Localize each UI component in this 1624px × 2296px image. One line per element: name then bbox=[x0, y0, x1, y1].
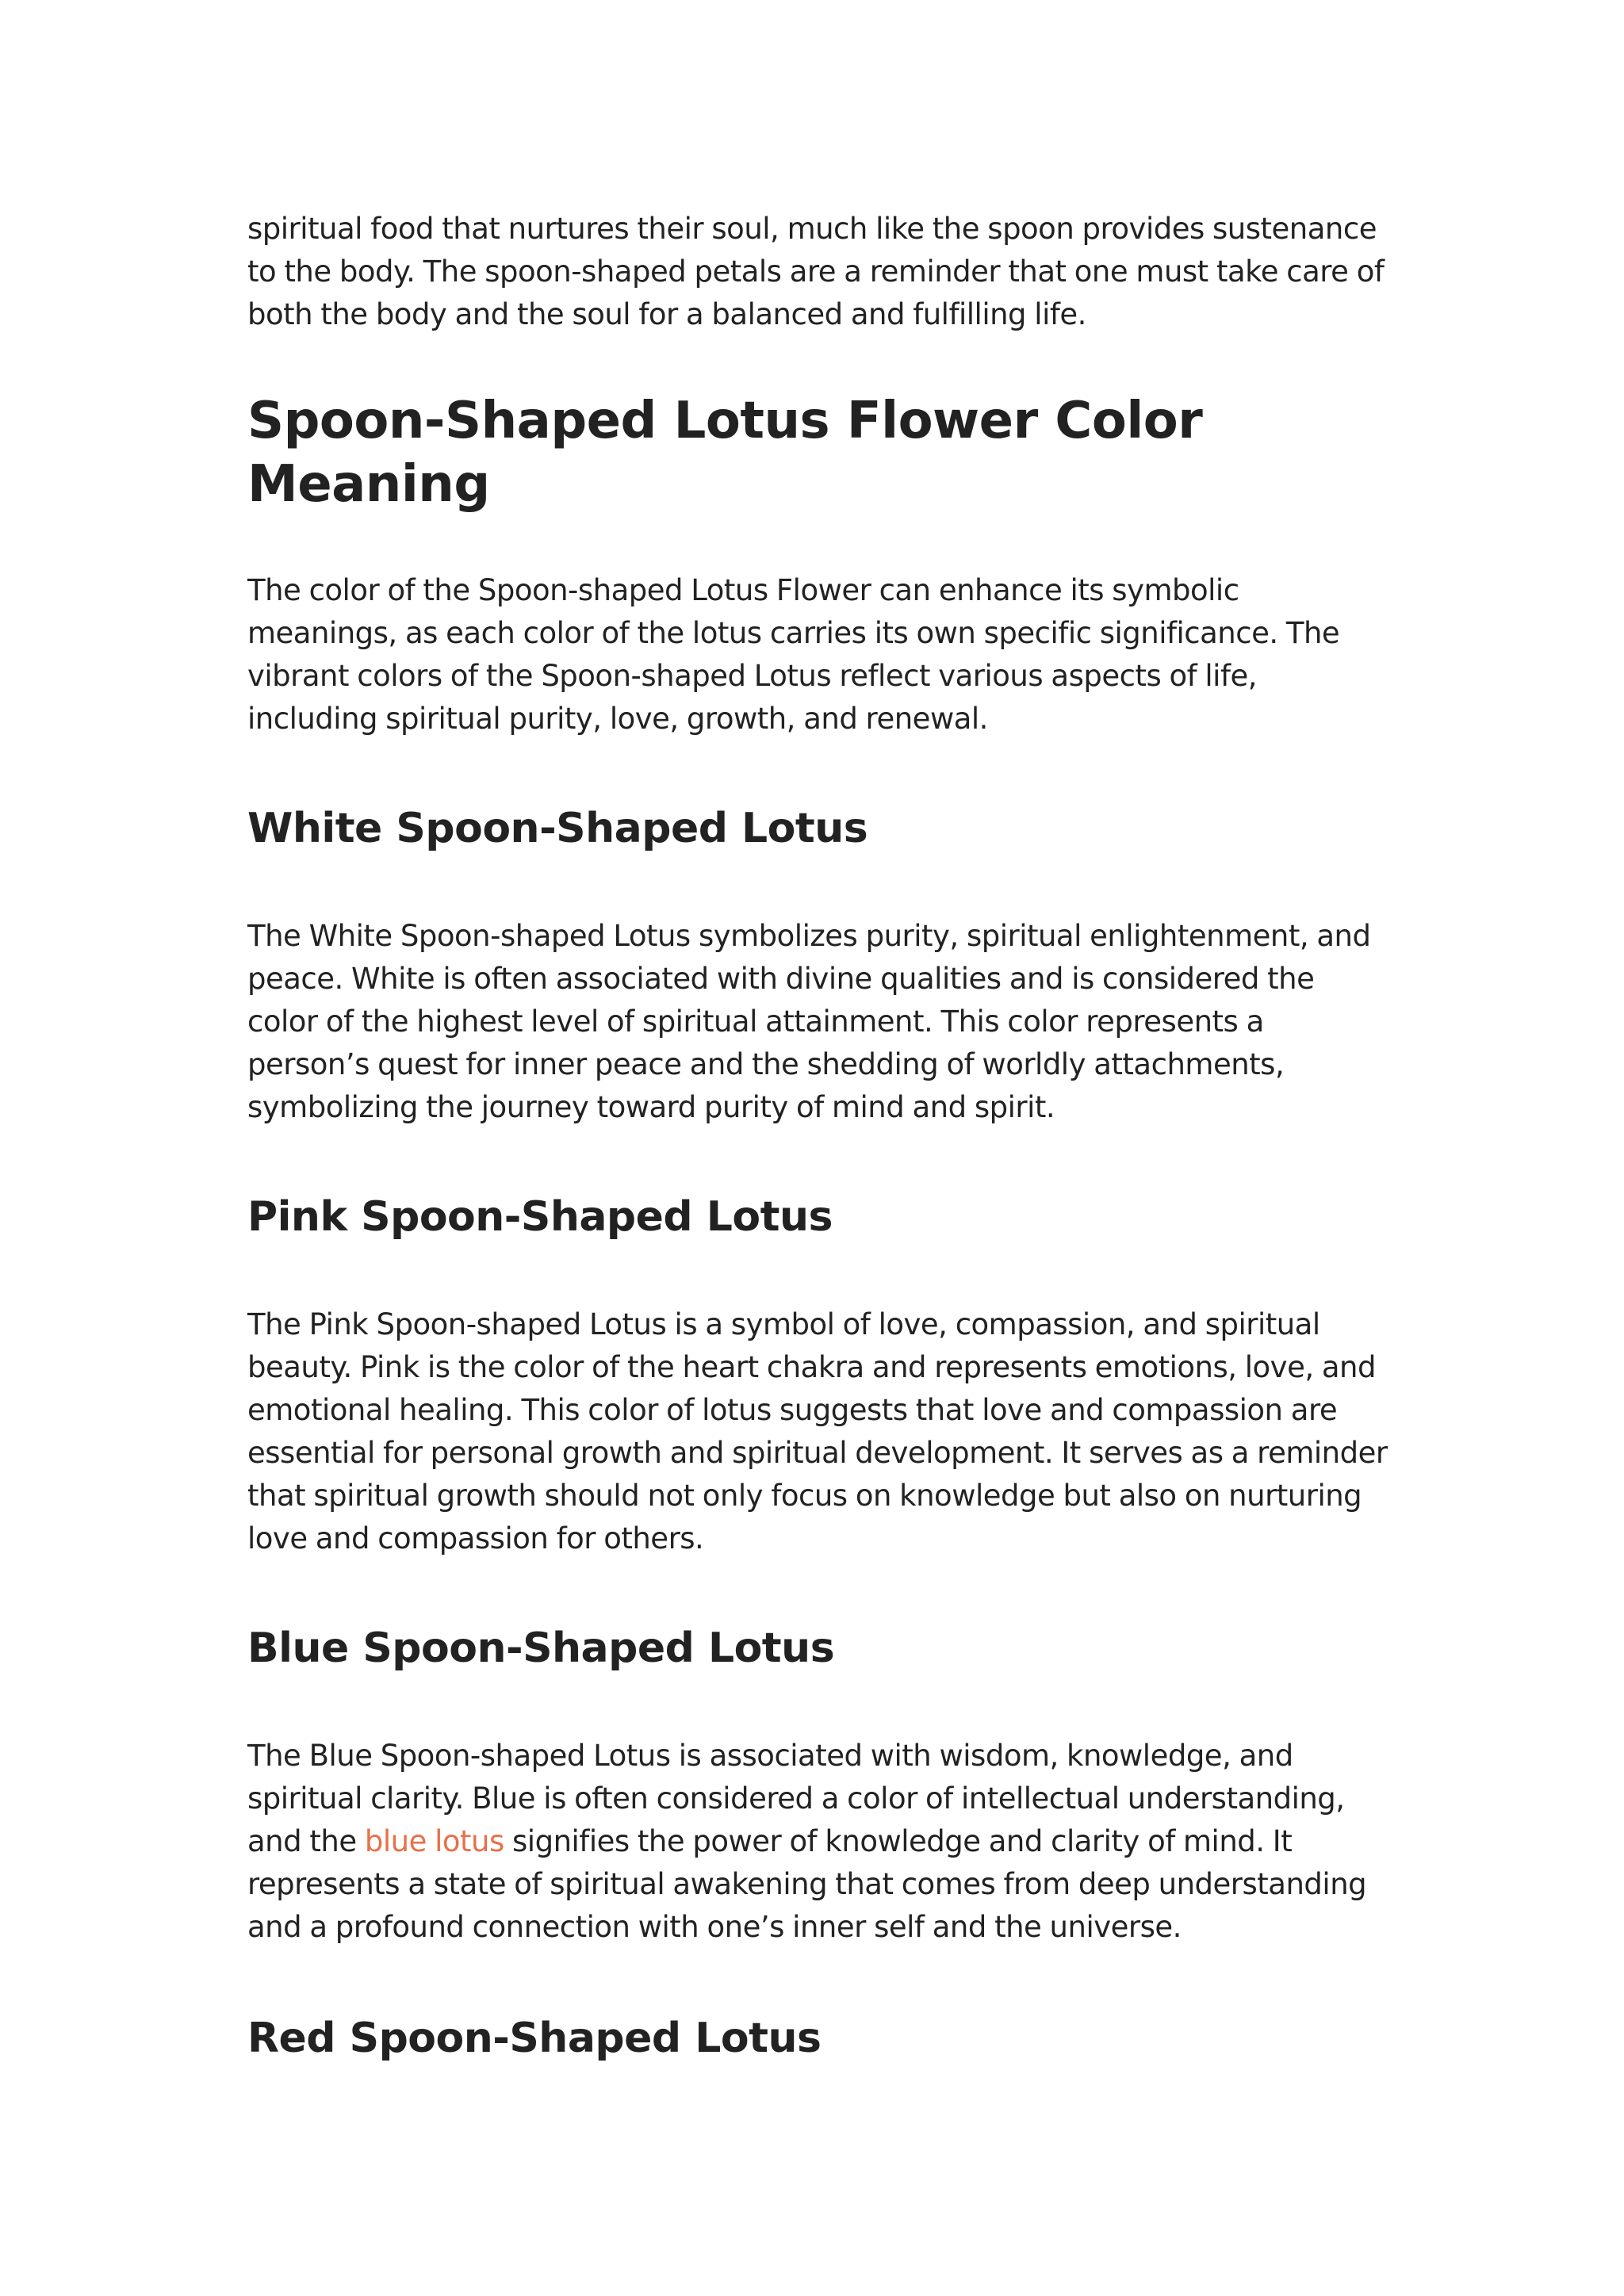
blue-lotus-text-after: signifies the power of knowledge and clarity of mind. It represents a state of spiritual awakening that comes from deep understanding and a profound connection with one’s inner self and the universe. bbox=[247, 1824, 1367, 1944]
blue-lotus-link[interactable]: blue lotus bbox=[364, 1824, 504, 1858]
white-lotus-paragraph: The White Spoon-shaped Lotus symbolizes purity, spiritual enlightenment, and peace. White is often associated with divine qualities and is considered the color of the highest level of spiritual attainment. This color represents a person’s quest for inner peace and the shedding of worldly attachments, symbolizing the journey toward purity of mind and spirit. bbox=[247, 919, 1371, 1124]
subheading-white-lotus: White Spoon-Shaped Lotus bbox=[247, 805, 868, 852]
subheading-pink-lotus: Pink Spoon-Shaped Lotus bbox=[247, 1193, 833, 1241]
section-heading-color-meaning: Spoon-Shaped Lotus Flower Color Meaning bbox=[247, 392, 1203, 514]
pink-lotus-paragraph: The Pink Spoon-shaped Lotus is a symbol of love, compassion, and spiritual beauty. Pink is the color of the heart chakra and represents emotions, love, and emotional healing. This color of lotus suggests that love and compassion are essential for personal growth and spiritual development. It serves as a reminder that spiritual growth should not only focus on knowledge but also on nurturing love and compassion for others. bbox=[247, 1307, 1388, 1556]
subheading-blue-lotus: Blue Spoon-Shaped Lotus bbox=[247, 1624, 835, 1672]
blue-lotus-paragraph bbox=[247, 1735, 1389, 1949]
subheading-red-lotus: Red Spoon-Shaped Lotus bbox=[247, 2015, 822, 2062]
article-body bbox=[247, 208, 1389, 2064]
color-meaning-paragraph: The color of the Spoon-shaped Lotus Flower can enhance its symbolic meanings, as each color of the lotus carries its own specific significance. The vibrant colors of the Spoon-shaped Lotus reflect various aspects of life, including spiritual purity, love, growth, and renewal. bbox=[247, 573, 1340, 736]
blue-lotus-text-before: The Blue Spoon-shaped Lotus is associated with wisdom, knowledge, and spiritual clarity. Blue is often considered a color of intellectual understanding, and the bbox=[247, 1739, 1345, 1858]
intro-paragraph: spiritual food that nurtures their soul, much like the spoon provides sustenance to the body. The spoon-shaped petals are a reminder that one must take care of both the body and the soul for a balanced and fulfilling life. bbox=[247, 212, 1385, 331]
